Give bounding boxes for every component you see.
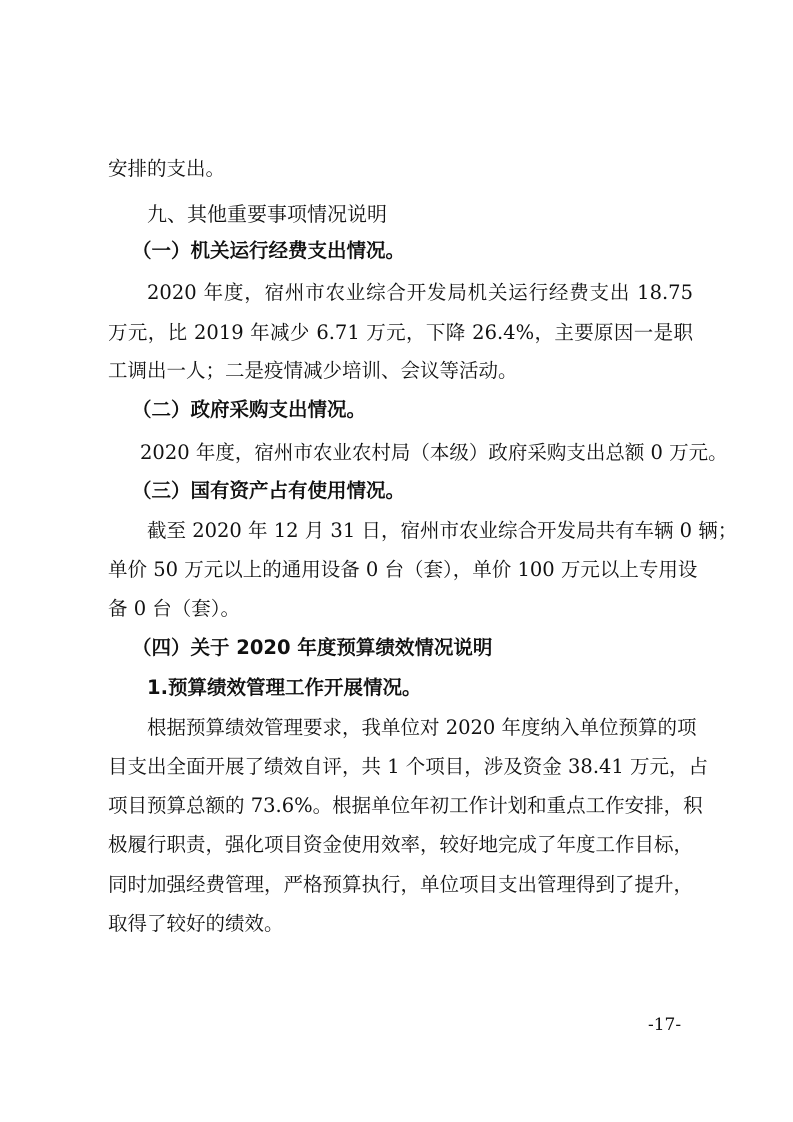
paragraph-line: 2020 年度，宿州市农业综合开发局机关运行经费支出 18.75 xyxy=(147,281,693,304)
heading-procurement: （二）政府采购支出情况。 xyxy=(132,398,367,421)
paragraph-line: 截至 2020 年 12 月 31 日，宿州市农业综合开发局共有车辆 0 辆； xyxy=(147,519,738,542)
paragraph-line: 根据预算绩效管理要求，我单位对 2020 年度纳入单位预算的项 xyxy=(147,716,697,739)
paragraph-line: 极履行职责，强化项目资金使用效率，较好地完成了年度工作目标， xyxy=(108,833,694,856)
paragraph-line: 取得了较好的绩效。 xyxy=(108,912,284,935)
paragraph-line: 2020 年度，宿州市农业农村局（本级）政府采购支出总额 0 万元。 xyxy=(140,441,728,464)
page-number: -17- xyxy=(648,1015,682,1035)
continuation-text: 安排的支出。 xyxy=(108,157,226,180)
paragraph-line: 工调出一人；二是疫情减少培训、会议等活动。 xyxy=(108,359,518,382)
heading-operating-expenses: （一）机关运行经费支出情况。 xyxy=(132,239,406,262)
paragraph-line: 目支出全面开展了绩效自评，共 1 个项目，涉及资金 38.41 万元，占 xyxy=(108,755,709,778)
heading-state-assets: （三）国有资产占有使用情况。 xyxy=(132,479,406,502)
section-title: 九、其他重要事项情况说明 xyxy=(147,202,387,226)
sub-heading-performance-management: 1.预算绩效管理工作开展情况。 xyxy=(147,676,422,699)
paragraph-line: 项目预算总额的 73.6%。根据单位年初工作计划和重点工作安排，积 xyxy=(108,794,703,817)
paragraph-line: 备 0 台（套）。 xyxy=(108,597,241,620)
paragraph-line: 单价 50 万元以上的通用设备 0 台（套），单价 100 万元以上专用设 xyxy=(108,558,698,581)
paragraph-line: 同时加强经费管理，严格预算执行，单位项目支出管理得到了提升， xyxy=(108,873,694,896)
paragraph-line: 万元，比 2019 年减少 6.71 万元，下降 26.4%，主要原因一是职 xyxy=(108,321,693,344)
heading-performance: （四）关于 2020 年度预算绩效情况说明 xyxy=(132,636,493,659)
